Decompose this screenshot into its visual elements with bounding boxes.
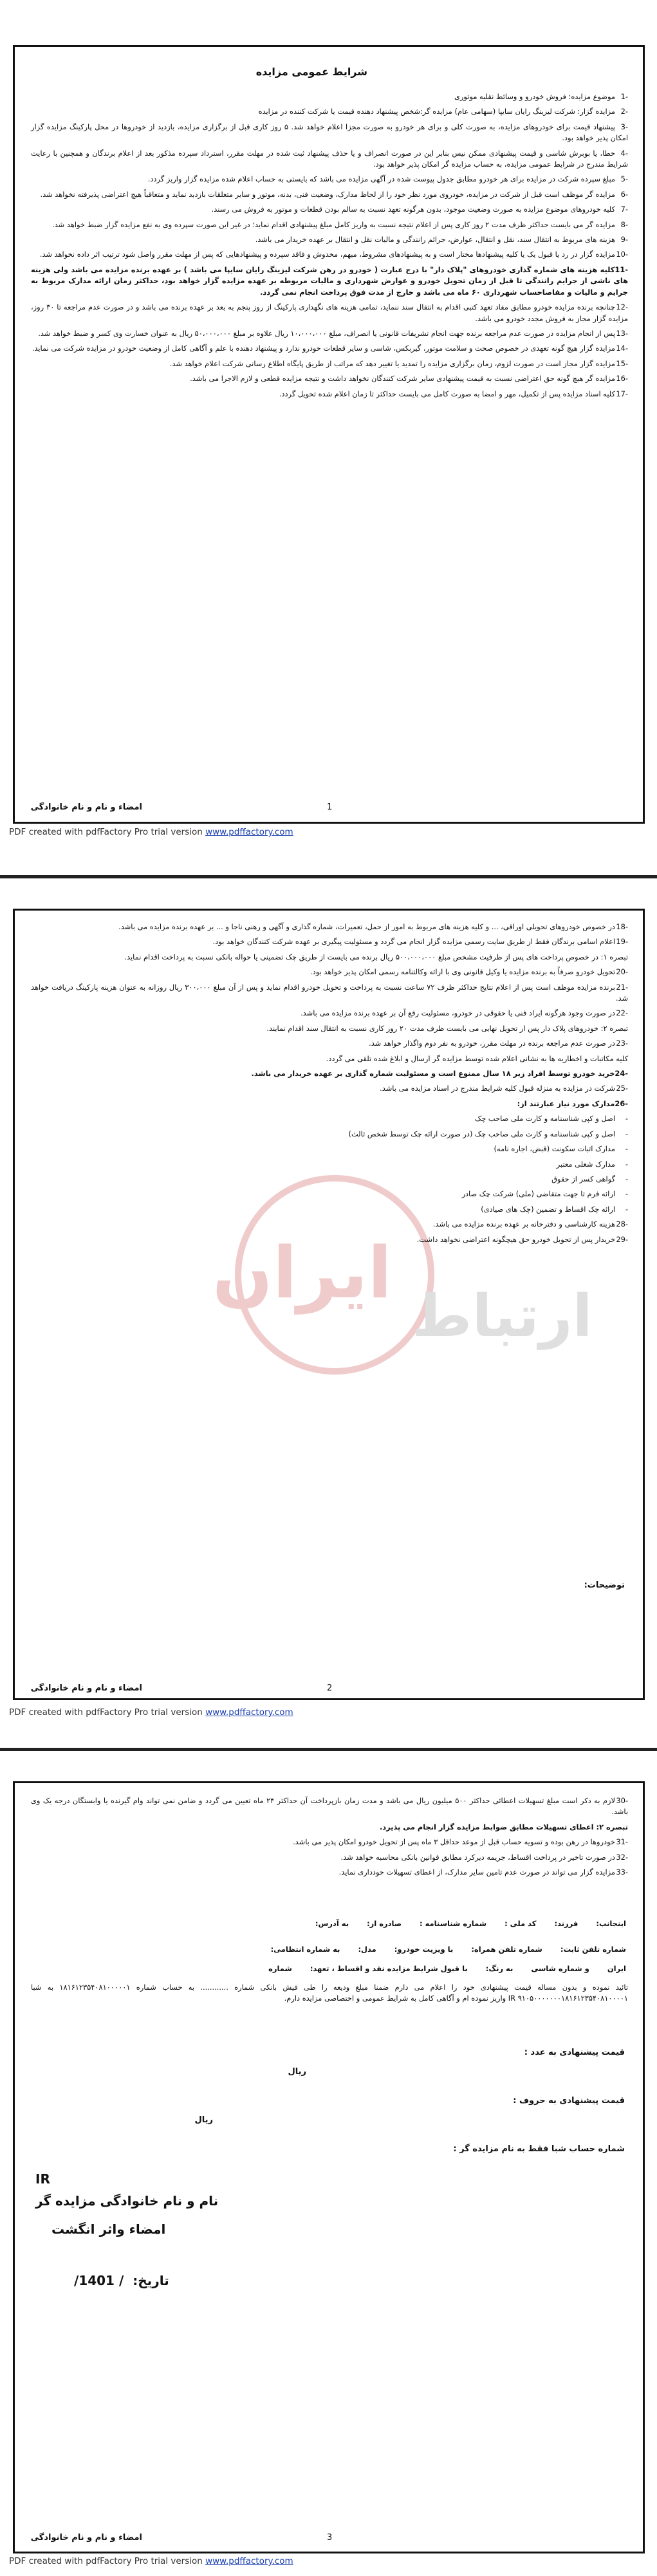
page-3-number: 3	[327, 2533, 333, 2543]
requirement-7: -ارائه چک اقساط و تضمین (چک های صیادی)	[481, 1204, 628, 1214]
page-2-terms	[31, 922, 628, 1249]
page-3-terms	[31, 1795, 628, 1882]
watermark-word-1: ایران	[212, 1232, 393, 1314]
page-2	[0, 879, 657, 1735]
page-separator-1	[0, 875, 657, 878]
term-29: -29خریدار پس از تحویل خودرو حق هیچگونه اعتراضی نخواهد داشت.	[416, 1234, 628, 1244]
label-terms: با قبول شرایط مزایده نقد و اقساط ، تعهد:	[310, 1964, 468, 1973]
signature-fingerprint-label: امضاء واثر انگشت	[51, 2221, 166, 2237]
label-birth-cert: شماره شناسنامه :	[419, 1919, 487, 1928]
pdffactory-link[interactable]: www.pdffactory.com	[205, 827, 293, 837]
pdffactory-link[interactable]: www.pdffactory.com	[205, 1707, 293, 1718]
date-row	[74, 2273, 169, 2288]
page-separator-2	[0, 1748, 657, 1751]
currency-rial-2: ریال	[194, 2115, 213, 2125]
pdf-footer-1: PDF created with pdfFactory Pro trial version www.pdffactory.com	[9, 827, 293, 837]
label-address: به آدرس:	[315, 1919, 349, 1928]
label-number: شماره	[268, 1964, 292, 1973]
page-3-frame	[13, 1781, 645, 2553]
page-2-signature: امضاء و نام و نام خانوادگی	[30, 1683, 142, 1693]
currency-rial-1: ریال	[288, 2067, 306, 2077]
requirement-1: -اصل و کپی شناسنامه و کارت ملی صاحب چک	[475, 1114, 628, 1124]
label-model: مدل:	[358, 1945, 376, 1954]
term-28: -28هزینه کارشناسی و دفترخانه بر عهده برنده مزایده می باشد.	[432, 1219, 628, 1229]
label-issued-from: صادره از:	[367, 1919, 402, 1928]
requirement-2: -اصل و کپی شناسنامه و کارت ملی صاحب چک (در صورت ارائه چک توسط شخص ثالث)	[348, 1129, 628, 1138]
term-14: -14مزایده گزار هیچ گونه تعهدی در خصوص صحت و سلامت موتور، گیربکس، شاسی و سایر قطعات خودرو ندارد و پیشنهاد دهنده با علم و آگاهی کامل از وضعیت خودرو در مزایده شرکت می نماید.	[32, 344, 628, 353]
term-23: -23در صورت عدم مراجعه برنده در مهلت مقرر، خودرو به نفر دوم واگذار خواهد شد.	[369, 1039, 628, 1048]
term-25: -25شرکت در مزایده به منزله قبول کلیه شرایط مندرج در اسناد مزایده می باشد.	[380, 1084, 628, 1093]
label-price-digits: قیمت پیشنهادی به عدد :	[524, 2048, 625, 2057]
date-value: / 1401/	[74, 2273, 124, 2288]
term-8: -8مزایده گر می بایست حداکثر ظرف مدت ۲ روز کاری پس از اعلام نتیجه نسبت به واریز کامل مبلغ پیشنهادی اقدام نماید؛ در غیر این صورت سپرده وی به نفع مزایده گزار ضبط خواهد شد.	[52, 219, 628, 229]
label-vehicle: با ویزیت خودرو:	[394, 1945, 454, 1954]
page-1-terms	[31, 91, 628, 403]
term-9: -9هزینه های مربوط به انتقال سند، نقل و انتقال، عوارض، جرائم رانندگی و مالیات نقل و انتقال بر عهده خریدار می باشد.	[255, 235, 628, 245]
term-33: -33مزایده گزار می تواند در صورت عدم تامین سایر مدارک، از اعطای تسهیلات خودداری نماید.	[338, 1867, 628, 1877]
page-1-number: 1	[327, 802, 333, 812]
term-31: -31خودروها در رهن بوده و تسویه حساب قبل از موعد حداقل ۳ ماه پس از تحویل خودرو امکان پذیر می باشد.	[293, 1837, 628, 1847]
term-21: -21برنده مزایده موظف است پس از اعلام نتایج حداکثر ظرف ۷۲ ساعت نسبت به پرداخت و تحویل خودرو اقدام نماید و پس از آن مبلغ ۳۰۰،۰۰۰ ریال روزانه به عنوان هزینه پارکینگ دریافت خواهد شد.	[31, 982, 628, 1003]
page-3-signature: امضاء و نام و نام خانوادگی	[30, 2533, 142, 2543]
form-row-contact	[271, 1945, 626, 1954]
label-iran: ایران	[607, 1964, 626, 1973]
form-row-vehicle	[268, 1964, 626, 1973]
term-20: -20تحویل خودرو صرفاً به برنده مزایده یا وکیل قانونی وی با ارائه وکالتنامه رسمی امکان پذیر خواهد بود.	[310, 967, 628, 977]
page-2-explanations-label: توضیحات:	[584, 1580, 625, 1590]
watermark-word-2: ارتباط	[412, 1283, 593, 1350]
term-4: -4خطا، یا بوبرش شاسی و قیمت پیشنهادی ممکن نیس بنابر این در صورت انصراف و یا حذف پیشنهاد ثبت شده در مهلت مقرر، استرداد سپرده مذکور بعد از اعلام برندگان و همچنین با رعایت شرایط مندرج در شرایط عمومی مزایده، به حساب مزایده گر امکان پذیر خواهد بود.	[31, 148, 628, 169]
label-color: به رنگ:	[485, 1964, 514, 1973]
term-12: -12چنانچه برنده مزایده خودرو مطابق مفاد تعهد کتبی اقدام به انتقال سند ننماید، تمامی هزینه های نگهداری پارکینگ از روز پنجم به بعد بر عهده برنده می باشد و در صورت عدم مراجعه تا ۳۰ روز، مزایده گزار مجاز به فروش مجدد خودرو می باشد.	[31, 302, 628, 323]
iban-prefix: IR	[35, 2171, 50, 2187]
label-mobile: شماره تلفن همراه:	[471, 1945, 542, 1954]
term-15: -15مزایده گزار مجاز است در صورت لزوم، زمان برگزاری مزایده را تمدید یا تغییر دهد که مراتب از طریق پایگاه اطلاع رسانی شرکت اعلام خواهد شد.	[169, 358, 628, 368]
label-price-words: قیمت پیشنهادی به حروف :	[513, 2096, 625, 2106]
term-2: -2مزایده گزار: شرکت لیزینگ رایان سایپا (سهامی عام) مزایده گر:شخص پیشنهاد دهنده قیمت یا شرکت کننده در مزایده	[258, 107, 628, 116]
label-father: فرزند:	[554, 1919, 578, 1928]
term-18: -18در خصوص خودروهای تحویلی اوراقی، ... و کلیه هزینه های مربوط به امور از حمل، تعمیرات، شماره گذاری و آگهی و رهنی ناجا و ... بر عهده برنده مزایده می باشد.	[118, 922, 628, 931]
pledge-text: تائید نموده و بدون مساله قیمت پیشنهادی خود را اعلام می دارم ضمنا مبلغ ودیعه را طی فیش بانکی شماره ............ به حساب شماره ۱۸۱۶۱۲۳۵۴۰۸۱۰۰۰۰۰۱ به شبا ۹۱۰۵۰۰۰۰۰۰۰۱۸۱۶۱۲۳۵۴۰۸۱۰۰۰۰۱ IR واریز نموده ام و آگاهی کامل به شرایط عمومی و اختصاصی مزایده دارم.	[31, 1983, 628, 2003]
label-plate: به شماره انتظامی:	[270, 1945, 340, 1954]
requirement-5: -گواهی کسر از حقوق	[551, 1174, 628, 1183]
date-label: تاریخ:	[133, 2273, 169, 2288]
label-national-id: کد ملی :	[504, 1919, 537, 1928]
form-row-personal	[315, 1919, 626, 1928]
requirement-6: -ارائه فرم تا جهت متقاضی (ملی) شرکت چک صادر	[461, 1189, 628, 1199]
label-phone: شماره تلفن ثابت:	[560, 1945, 626, 1954]
term-22: -22در صورت وجود هرگونه ایراد فنی یا حقوقی در خودرو، مسئولیت رفع آن بر عهده برنده مزایده می باشد.	[301, 1008, 628, 1018]
term-6: -6مزایده گر موظف است قبل از شرکت در مزایده، خودروی مورد نظر خود را از لحاظ مدارک، وضعیت فنی، بدنه، موتور و سایر متعلقات بازدید نماید و متعاقباً هیچ اعتراضی پذیرفته نخواهد شد.	[40, 189, 628, 199]
label-chassis: و شماره شاسی	[531, 1964, 589, 1973]
page-2-number: 2	[327, 1683, 333, 1693]
requirement-4: -مدارک شغلی معتبر	[556, 1159, 628, 1169]
term-24: -24خرید خودرو توسط افراد زیر ۱۸ سال ممنوع است و مسئولیت شماره گذاری بر عهده خریدار می باشد.	[251, 1069, 628, 1079]
term-19: -19اعلام اسامی برندگان فقط از طریق سایت رسمی مزایده گزار انجام می گردد و مسئولیت پیگیری بر عهده شرکت کنندگان خواهد بود.	[212, 937, 628, 947]
term-5: -5مبلغ سپرده شرکت در مزایده برای هر خودرو مطابق جدول پیوست شده در آگهی مزایده می باشد که بایستی به حساب اعلام شده مزایده گزار واریز گردد.	[147, 174, 628, 184]
term-26: -26مدارک مورد نیاز عبارتند از:	[517, 1098, 628, 1108]
term-17: -17کلیه اسناد مزایده پس از تکمیل، مهر و امضا به صورت کامل می بایست حداکثر تا زمان اعلام شده تحویل گردد.	[279, 389, 628, 398]
pdffactory-link[interactable]: www.pdffactory.com	[205, 2556, 293, 2566]
term-13: -13پس از انجام مزایده در صورت عدم مراجعه برنده جهت انجام تشریفات قانونی یا انصراف، مبلغ ۱۰،۰۰۰،۰۰۰ ریال علاوه بر مبلغ ۵۰،۰۰۰،۰۰۰ ریال به عنوان خسارت وی کسر و ضبط خواهد شد.	[38, 328, 628, 338]
term-10: -10مزایده گزار در رد یا قبول یک یا کلیه پیشنهادها مختار است و به پیشنهادهای مشروط، مبهم، مخدوش و فاقد سپرده و پیشنهادهایی که پس از مهلت مقرر واصل شود ترتیب اثر داده نخواهد شد.	[39, 250, 628, 259]
page-1-signature: امضاء و نام و نام خانوادگی	[30, 802, 142, 812]
term-30: -30لازم به ذکر است مبلغ تسهیلات اعطائی حداکثر ۵۰۰ میلیون ریال می باشد و مدت زمان بازپرداخت آن حداکثر ۲۴ ماه تعیین می گردد و ضامن نمی تواند وام گیرنده یا وابستگان درجه یک وی باشد.	[31, 1796, 628, 1817]
term-16: -16مزایده گر هیچ گونه حق اعتراضی نسبت به قیمت پیشنهادی سایر شرکت کنندگان نخواهد داشت و نتیجه مزایده قطعی و لازم الاجرا می باشد.	[190, 374, 628, 384]
term-1: -1موضوع مزایده: فروش خودرو و وسائط نقلیه موتوری	[454, 92, 628, 101]
term-32: -32در صورت تاخیر در پرداخت اقساط، جریمه دیرکرد مطابق قوانین بانکی محاسبه خواهد شد.	[340, 1852, 628, 1862]
term-7: -7کلیه خودروهای موضوع مزایده به صورت وضعیت موجود، بدون هرگونه تعهد نسبت به سالم بودن قطعات و موتور به فروش می رسند.	[211, 205, 628, 214]
label-sheba: شماره حساب شبا فقط به نام مزایده گر :	[453, 2144, 625, 2154]
pdf-footer-3: PDF created with pdfFactory Pro trial version www.pdffactory.com	[9, 2556, 293, 2566]
page-3	[0, 1752, 657, 2576]
term-30-note: تبصره ۲: اعطای تسهیلات مطابق ضوابط مزایده گزار انجام می پذیرد.	[379, 1822, 628, 1831]
bidder-name-label: نام و نام خانوادگی مزایده گر	[35, 2193, 219, 2209]
page-1	[0, 0, 657, 849]
term-3: -3پیشنهاد قیمت برای خودروهای مزایده، به صورت کلی و برای هر خودرو به صورت مجزا اعلام خواهد شد. ۵ روز کاری قبل از برگزاری مزایده، بازدید از خودروها در محل پارکینگ مزایده گزار امکان پذیر خواهد بود.	[31, 122, 628, 143]
term-11: -11کلیه هزینه های شماره گذاری خودروهای "پلاک دار" با درج عبارت ( خودرو در رهن شرکت لیزینگ رایان سایپا می باشد ) بر عهده برنده مزایده می باشد ولی هزینه های ناشی از جرایم رانندگی تا قبل از زمان تحویل خودرو و عوارض شهرداری و مالیات مربوطه بر عهده مزایده گزار خواهد بود، حداکثر زمان ارائه مدارک مربوط به جرایم و مالیات و مفاصاحساب شهرداری ۶۰ ماه می باشد و خارج از مدت فوق پرداخت انجام نمی گردد.	[31, 264, 628, 297]
requirement-3: -مدارک اثبات سکونت (قبض، اجاره نامه)	[494, 1144, 628, 1154]
label-name: اینجانب:	[596, 1919, 626, 1928]
page-1-title: شرایط عمومی مزایده	[255, 66, 367, 78]
term-19-note: تبصره ۱: در خصوص پرداخت های پس از ظرفیت مشخص مبلغ ۵۰۰،۰۰۰،۰۰۰ ریال برنده می بایست از طریق چک تضمینی یا حواله بانکی نسبت به پرداخت اقدام نماید.	[124, 952, 628, 961]
term-24-pre: کلیه مکاتبات و اخطاریه ها به نشانی اعلام شده توسط مزایده گر ارسال و ابلاغ شده تلقی می گردد.	[326, 1053, 628, 1063]
term-22-note: تبصره ۲: خودروهای پلاک دار پس از تحویل نهایی می بایست ظرف مدت ۲۰ روز کاری نسبت به انتقال سند اقدام نمایند.	[266, 1023, 628, 1033]
pdf-footer-2: PDF created with pdfFactory Pro trial version www.pdffactory.com	[9, 1707, 293, 1718]
